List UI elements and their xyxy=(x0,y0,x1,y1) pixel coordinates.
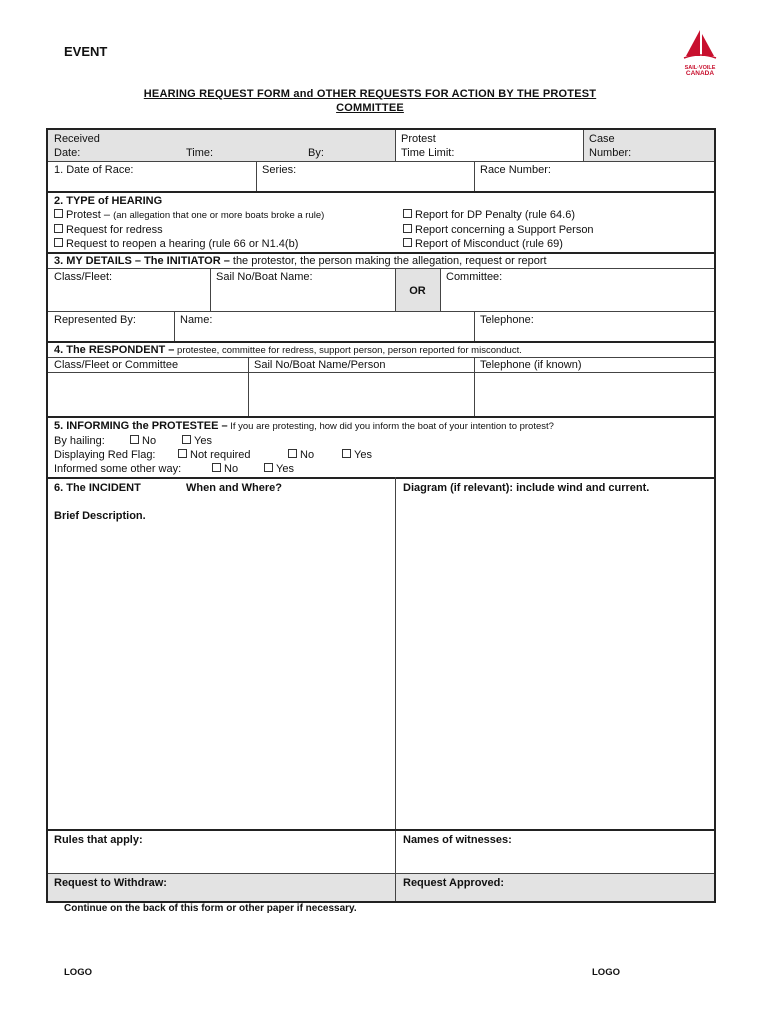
checkbox-icon[interactable] xyxy=(403,238,412,247)
type-of-hearing-heading: 2. TYPE of HEARING xyxy=(54,195,163,207)
event-label: EVENT xyxy=(64,44,108,59)
hailing-row xyxy=(48,434,714,448)
represented-by-label: Represented By: xyxy=(54,314,136,326)
race-number-field[interactable]: Race Number: xyxy=(480,164,551,176)
title-line-1: HEARING REQUEST FORM and OTHER REQUESTS FOR ACTION BY THE PROTEST xyxy=(143,88,597,100)
hailing-yes-option[interactable]: Yes xyxy=(182,435,212,449)
rules-that-apply-field[interactable]: Rules that apply: xyxy=(54,834,143,846)
received-date-label: Date: xyxy=(54,146,81,159)
diagram-label: Diagram (if relevant): include wind and current. xyxy=(403,482,650,494)
option-dp-penalty[interactable]: Report for DP Penalty (rule 64.6) xyxy=(403,209,708,223)
option-support-person[interactable]: Report concerning a Support Person xyxy=(403,224,708,238)
respondent-telephone-input[interactable] xyxy=(474,373,714,416)
checkbox-icon[interactable] xyxy=(403,209,412,218)
initiator-telephone-field[interactable]: Telephone: xyxy=(480,314,534,326)
respondent-sail-input[interactable] xyxy=(248,373,474,416)
other-way-yes-option[interactable]: Yes xyxy=(264,463,294,477)
request-to-withdraw-field[interactable]: Request to Withdraw: xyxy=(54,877,167,889)
respondent-class-label: Class/Fleet or Committee xyxy=(54,359,179,371)
title-line-2: COMMITTEE xyxy=(336,102,404,114)
initiator-committee-field[interactable]: Committee: xyxy=(446,271,503,283)
red-flag-not-required-option[interactable]: Not required xyxy=(178,449,251,463)
checkbox-icon[interactable] xyxy=(182,435,191,444)
sail-logo-icon xyxy=(678,28,722,60)
checkbox-icon[interactable] xyxy=(54,209,63,218)
other-way-no-option[interactable]: No xyxy=(212,463,238,477)
respondent-heading: 4. The RESPONDENT – protestee, committee for redress, support person, person reported for misconduct. xyxy=(54,344,522,356)
initiator-class-fleet-field[interactable]: Class/Fleet: xyxy=(54,271,113,283)
checkbox-icon[interactable] xyxy=(212,463,221,472)
incident-when-where: When and Where? xyxy=(186,482,282,494)
red-flag-no-option[interactable]: No xyxy=(288,449,314,463)
case-cell xyxy=(583,132,714,161)
received-time-label: Time: xyxy=(186,146,214,159)
checkbox-icon[interactable] xyxy=(264,463,273,472)
divider xyxy=(210,268,211,311)
red-flag-label: Displaying Red Flag: xyxy=(54,449,156,461)
divider xyxy=(395,268,396,311)
divider xyxy=(395,477,396,873)
hearing-options-right xyxy=(397,208,714,253)
protest-label: Protest xyxy=(401,133,436,145)
option-protest[interactable]: Protest – (an allegation that one or more boats broke a rule) xyxy=(54,209,392,223)
divider xyxy=(48,873,714,874)
hearing-options-left xyxy=(48,208,398,253)
sail-canada-logo xyxy=(678,28,722,77)
hearing-form xyxy=(46,128,716,903)
request-approved-field[interactable]: Request Approved: xyxy=(403,877,505,889)
divider xyxy=(440,268,441,311)
protest-limit-cell xyxy=(395,132,583,161)
hailing-label: By hailing: xyxy=(54,435,105,447)
names-of-witnesses-field[interactable]: Names of witnesses: xyxy=(403,834,512,846)
divider xyxy=(256,161,257,191)
incident-description-input[interactable] xyxy=(48,524,395,829)
checkbox-icon[interactable] xyxy=(54,224,63,233)
divider xyxy=(48,829,714,831)
option-misconduct[interactable]: Report of Misconduct (rule 69) xyxy=(403,238,708,252)
form-title xyxy=(90,87,650,115)
checkbox-icon[interactable] xyxy=(288,449,297,458)
divider xyxy=(48,311,714,312)
logo-right: LOGO xyxy=(592,967,620,978)
or-label: OR xyxy=(409,285,426,297)
informing-heading: 5. INFORMING the PROTESTEE – If you are protesting, how did you inform the boat of your intention to protest? xyxy=(54,420,554,432)
received-cell xyxy=(48,132,395,162)
checkbox-icon[interactable] xyxy=(178,449,187,458)
diagram-area[interactable] xyxy=(397,496,714,829)
checkbox-icon[interactable] xyxy=(54,238,63,247)
series-field[interactable]: Series: xyxy=(262,164,297,176)
respondent-sail-label: Sail No/Boat Name/Person xyxy=(254,359,386,371)
red-flag-row xyxy=(48,448,714,462)
divider xyxy=(48,477,714,479)
date-of-race-field[interactable]: 1. Date of Race: xyxy=(54,164,134,176)
divider xyxy=(583,130,584,161)
respondent-class-input[interactable] xyxy=(48,373,248,416)
received-label: Received xyxy=(54,133,100,145)
red-flag-yes-option[interactable]: Yes xyxy=(342,449,372,463)
divider xyxy=(48,191,714,193)
logo-left: LOGO xyxy=(64,967,92,978)
divider xyxy=(48,268,714,269)
respondent-telephone-label: Telephone (if known) xyxy=(480,359,582,371)
other-way-row xyxy=(48,462,714,476)
divider xyxy=(395,130,396,161)
incident-heading: 6. The INCIDENT xyxy=(54,482,141,494)
logo-text-line2: CANADA xyxy=(685,70,715,77)
divider xyxy=(474,311,475,341)
logo-text-line1: SAIL·VOILE xyxy=(684,65,716,71)
case-label: Case xyxy=(589,133,615,145)
representative-name-field[interactable]: Name: xyxy=(180,314,213,326)
option-reopen[interactable]: Request to reopen a hearing (rule 66 or N1.4(b) xyxy=(54,238,392,252)
divider xyxy=(48,416,714,418)
divider xyxy=(48,161,714,162)
checkbox-icon[interactable] xyxy=(342,449,351,458)
other-way-label: Informed some other way: xyxy=(54,463,182,475)
continue-note: Continue on the back of this form or other paper if necessary. xyxy=(64,903,357,914)
checkbox-icon[interactable] xyxy=(403,224,412,233)
protest-time-limit-label: Time Limit: xyxy=(401,146,455,159)
brief-description-label: Brief Description. xyxy=(54,510,146,522)
option-redress[interactable]: Request for redress xyxy=(54,224,392,238)
received-by-label: By: xyxy=(308,146,324,159)
hailing-no-option[interactable]: No xyxy=(130,435,156,449)
my-details-heading: 3. MY DETAILS – The INITIATOR – the protestor, the person making the allegation, request or report xyxy=(54,255,547,267)
divider xyxy=(248,357,249,417)
initiator-sail-no-field[interactable]: Sail No/Boat Name: xyxy=(216,271,313,283)
divider xyxy=(395,873,396,901)
protest-note: (an allegation that one or more boats broke a rule) xyxy=(113,210,325,221)
case-number-label: Number: xyxy=(589,146,632,159)
checkbox-icon[interactable] xyxy=(130,435,139,444)
divider xyxy=(474,357,475,417)
divider xyxy=(174,311,175,341)
divider xyxy=(474,161,475,191)
